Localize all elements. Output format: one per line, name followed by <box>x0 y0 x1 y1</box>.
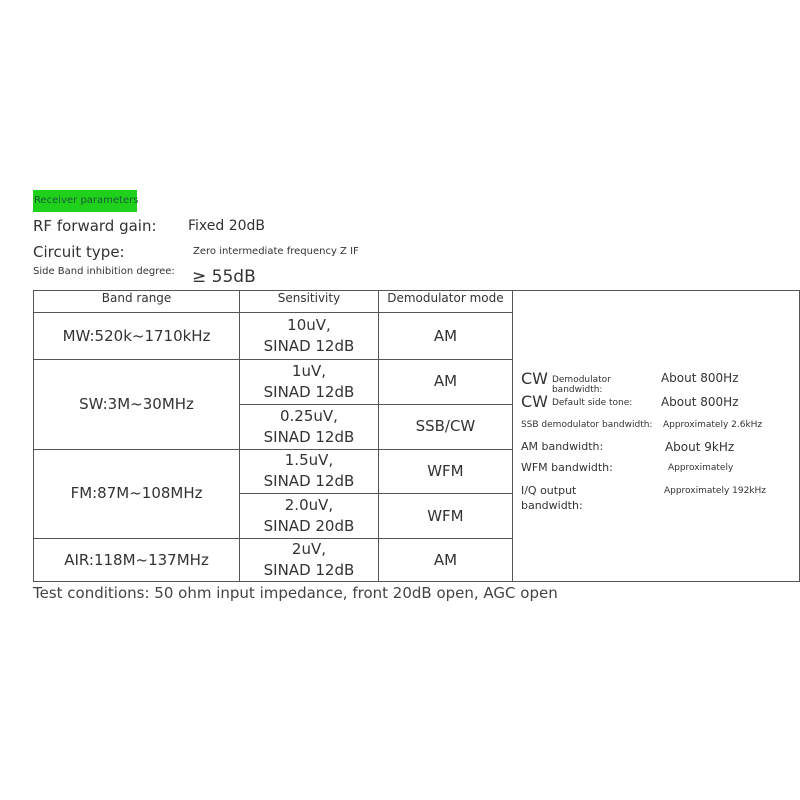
band-cell: SW:3M~30MHz <box>34 360 240 450</box>
mode-cell: AM <box>378 360 512 405</box>
mode-cell: SSB/CW <box>378 404 512 449</box>
iq-bandwidth-label-line2: bandwidth: <box>520 499 583 512</box>
am-bandwidth-value: About 9kHz <box>664 440 735 454</box>
sensitivity-cell <box>240 360 379 405</box>
mode-cell: WFM <box>378 449 512 494</box>
band-cell: FM:87M~108MHz <box>34 449 240 539</box>
wfm-bandwidth-value: Approximately <box>667 463 734 473</box>
ssb-bandwidth-label: SSB demodulator bandwidth: <box>520 420 653 430</box>
sensitivity-cell <box>240 449 379 494</box>
rf-gain-value: Fixed 20dB <box>188 218 266 234</box>
band-cell: MW:520k~1710kHz <box>34 313 240 360</box>
cw-sidetone-value: About 800Hz <box>660 395 739 409</box>
cw-demod-label-line1: Demodulator <box>551 375 611 385</box>
sensitivity-sinad: SINAD 12dB <box>263 382 355 401</box>
sensitivity-value: 2uV, <box>291 540 327 558</box>
am-bandwidth-label: AM bandwidth: <box>520 440 604 453</box>
test-conditions: Test conditions: 50 ohm input impedance, front 20dB open, AGC open <box>33 584 558 602</box>
circuit-type-value: Zero intermediate frequency Z IF <box>193 246 359 257</box>
sensitivity-value: 2.0uV, <box>284 496 334 514</box>
cw-demod-prefix: CW <box>520 369 548 388</box>
sensitivity-sinad: SINAD 20dB <box>263 517 355 535</box>
table-header-row <box>34 291 800 313</box>
sideband-value: ≥ 55dB <box>192 267 256 287</box>
col-header-mode: Demodulator mode <box>378 291 512 313</box>
mode-cell: AM <box>378 313 512 360</box>
col-header-sensitivity: Sensitivity <box>240 291 379 313</box>
side-specs-panel <box>512 291 799 582</box>
circuit-type-label: Circuit type: <box>33 243 125 261</box>
sensitivity-value: 1.5uV, <box>284 451 334 470</box>
rf-gain-label: RF forward gain: <box>33 217 157 235</box>
iq-bandwidth-label-line1: I/Q output <box>520 484 577 497</box>
sensitivity-sinad: SINAD 12dB <box>263 337 355 355</box>
ssb-bandwidth-value: Approximately 2.6kHz <box>662 420 763 430</box>
col-header-band: Band range <box>34 291 240 313</box>
sensitivity-cell <box>240 313 379 360</box>
sensitivity-cell <box>240 404 379 449</box>
band-cell: AIR:118M~137MHz <box>34 539 240 582</box>
sensitivity-sinad: SINAD 12dB <box>263 472 355 491</box>
sideband-label: Side Band inhibition degree: <box>33 266 175 277</box>
cw-demod-value: About 800Hz <box>660 371 739 385</box>
spec-table <box>33 290 800 582</box>
sensitivity-value: 10uV, <box>287 316 331 334</box>
mode-cell: AM <box>378 539 512 582</box>
cw-sidetone-label: Default side tone: <box>551 398 633 408</box>
sensitivity-sinad: SINAD 12dB <box>263 427 355 446</box>
sensitivity-sinad: SINAD 12dB <box>263 561 355 579</box>
cw-sidetone-prefix: CW <box>520 392 548 411</box>
sensitivity-value: 1uV, <box>291 361 327 380</box>
wfm-bandwidth-label: WFM bandwidth: <box>520 461 613 474</box>
sensitivity-value: 0.25uV, <box>280 406 338 425</box>
iq-bandwidth-value: Approximately 192kHz <box>663 486 767 496</box>
sensitivity-cell <box>240 494 379 539</box>
sensitivity-cell <box>240 539 379 582</box>
mode-cell: WFM <box>378 494 512 539</box>
cw-demod-label-line2: bandwidth: <box>551 385 603 395</box>
section-badge: Receiver parameters <box>33 190 137 212</box>
